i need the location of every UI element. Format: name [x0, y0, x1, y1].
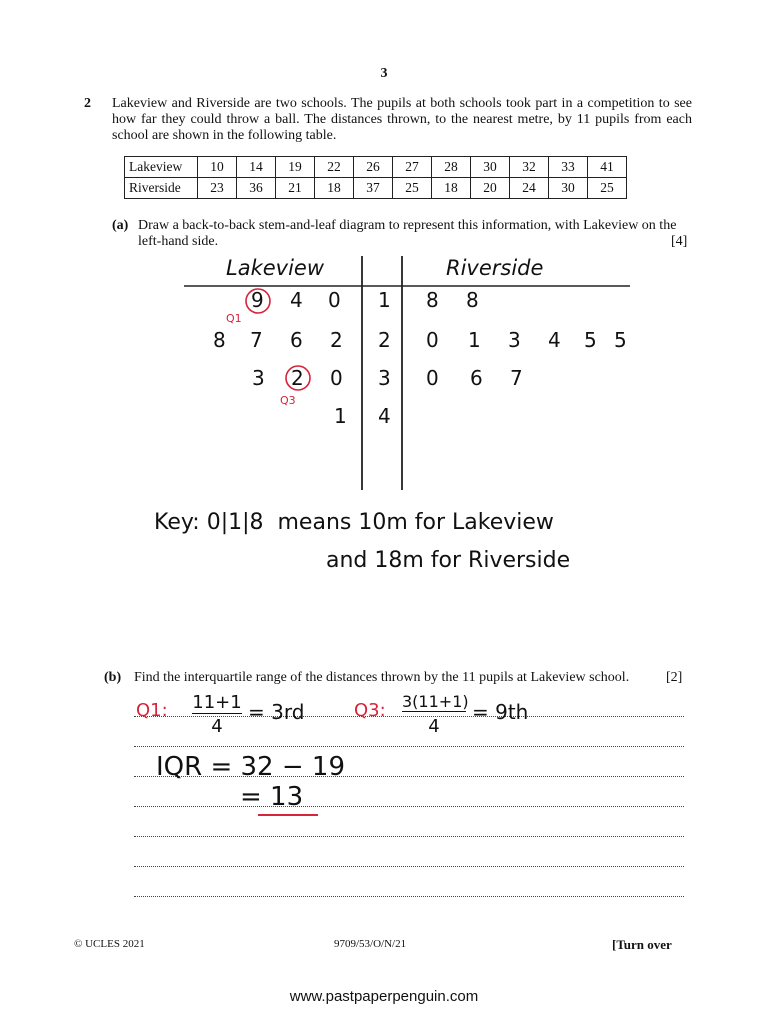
table-row-riverside	[125, 178, 627, 199]
iqr-working: IQR = 32 − 19	[156, 752, 345, 782]
leaf: 7	[250, 328, 263, 352]
q1-working-label: Q1:	[136, 700, 168, 721]
q3-numerator: 3(11+1)	[402, 692, 469, 711]
leaf: 2	[330, 328, 343, 352]
leaf: 3	[508, 328, 521, 352]
table-cell: 20	[471, 178, 510, 199]
table-cell: 26	[354, 157, 393, 178]
table-cell: 19	[276, 157, 315, 178]
table-cell: 21	[276, 178, 315, 199]
page-number: 3	[380, 66, 388, 81]
leaf: 6	[290, 328, 303, 352]
answer-line	[134, 896, 684, 897]
leaf: 8	[466, 288, 479, 312]
key-line-2: and 18m for Riverside	[326, 548, 571, 573]
table-cell: 36	[237, 178, 276, 199]
lakeview-heading: Lakeview	[226, 256, 325, 280]
table-cell: 28	[432, 157, 471, 178]
table-cell: 27	[393, 157, 432, 178]
leaf: 5	[584, 328, 597, 352]
copyright: © UCLES 2021	[74, 938, 145, 950]
stem: 2	[378, 328, 391, 352]
part-b-label: (b)	[104, 670, 122, 685]
leaf: 7	[510, 366, 523, 390]
distances-table	[124, 156, 627, 199]
site-url: www.pastpaperpenguin.com	[289, 988, 479, 1005]
q1-numerator: 11+1	[192, 692, 242, 713]
question-number: 2	[84, 96, 91, 111]
leaf: 6	[470, 366, 483, 390]
stem: 3	[378, 366, 391, 390]
stem-leaf-diagram	[150, 250, 670, 500]
leaf: 1	[468, 328, 481, 352]
q1-marker: Q1	[226, 312, 242, 325]
table-cell: 33	[549, 157, 588, 178]
part-a-label: (a)	[112, 218, 129, 233]
part-b-text: Find the interquartile range of the distances thrown by the 11 pupils at Lakeview school.	[134, 670, 630, 685]
q3-denominator: 4	[428, 716, 440, 737]
leaf: 8	[213, 328, 226, 352]
q3-marker: Q3	[280, 394, 296, 407]
answer-line	[134, 866, 684, 867]
part-a-marks: [4]	[671, 234, 688, 249]
leaf: 1	[334, 404, 347, 428]
row-label: Lakeview	[125, 157, 198, 178]
table-cell: 30	[471, 157, 510, 178]
answer-line	[134, 746, 684, 747]
leaf: 4	[548, 328, 561, 352]
leaf: 9	[251, 288, 264, 312]
question-intro: Lakeview and Riverside are two schools. The pupils at both schools took part in a competition to see how far they could throw a ball. The distances thrown, to the nearest metre, by 11 pupils from each school are shown in the following table.	[112, 96, 692, 143]
leaf: 8	[426, 288, 439, 312]
table-cell: 10	[198, 157, 237, 178]
paper-code: 9709/53/O/N/21	[334, 938, 407, 950]
table-cell: 25	[588, 178, 627, 199]
table-row-lakeview	[125, 157, 627, 178]
table-cell: 18	[315, 178, 354, 199]
table-cell: 24	[510, 178, 549, 199]
leaf: 5	[614, 328, 627, 352]
table-cell: 32	[510, 157, 549, 178]
stem: 4	[378, 404, 391, 428]
table-cell: 18	[432, 178, 471, 199]
leaf: 0	[426, 366, 439, 390]
leaf: 3	[252, 366, 265, 390]
table-cell: 41	[588, 157, 627, 178]
stem: 1	[378, 288, 391, 312]
q1-denominator: 4	[211, 716, 223, 737]
part-a-text-line2: left-hand side.	[138, 234, 219, 249]
part-b-marks: [2]	[666, 670, 683, 685]
row-label: Riverside	[125, 178, 198, 199]
leaf: 0	[426, 328, 439, 352]
answer-line	[134, 806, 684, 807]
table-cell: 25	[393, 178, 432, 199]
table-cell: 23	[198, 178, 237, 199]
part-a-text-line1: Draw a back-to-back stem-and-leaf diagram to represent this information, with Lakeview on the	[138, 218, 677, 233]
leaf: 0	[330, 366, 343, 390]
leaf: 4	[290, 288, 303, 312]
answer-underline	[258, 814, 318, 816]
leaf: 0	[328, 288, 341, 312]
table-cell: 30	[549, 178, 588, 199]
iqr-answer: = 13	[240, 782, 304, 812]
turn-over: [Turn over	[612, 937, 672, 952]
leaf: 2	[291, 366, 304, 390]
q1-result: = 3rd	[248, 700, 305, 724]
table-cell: 22	[315, 157, 354, 178]
key-line-1: Key: 0|1|8 means 10m for Lakeview	[154, 510, 554, 535]
q3-working-label: Q3:	[354, 700, 386, 721]
table-cell: 37	[354, 178, 393, 199]
riverside-heading: Riverside	[446, 256, 544, 280]
table-cell: 14	[237, 157, 276, 178]
q3-result: = 9th	[472, 700, 529, 724]
answer-line	[134, 836, 684, 837]
